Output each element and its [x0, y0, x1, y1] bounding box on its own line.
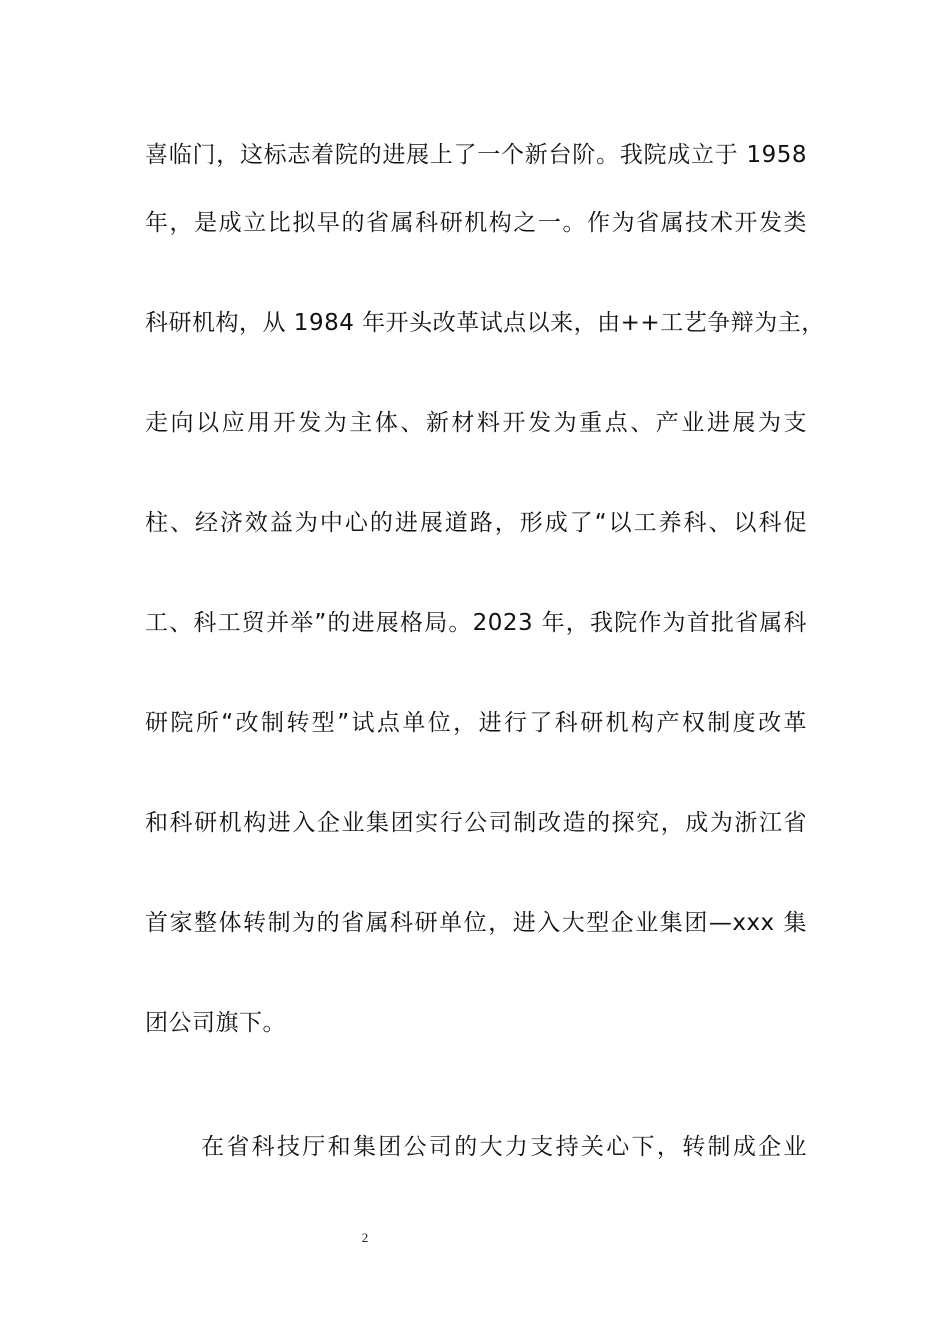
text-line-1: 喜临门，这标志着院的进展上了一个新台阶。我院成立于 1958	[145, 142, 807, 168]
text-line-8: 和科研机构进入企业集团实行公司制改造的探究，成为浙江省	[145, 810, 807, 836]
text-line-3: 科研机构，从 1984 年开头改革试点以来，由++工艺争辩为主，	[145, 310, 825, 336]
text-line-4: 走向以应用开发为主体、新材料开发为重点、产业进展为支	[145, 410, 807, 436]
paragraph-2-first-line: 在省科技厅和集团公司的大力支持关心下，转制成企业	[201, 1134, 807, 1160]
text-line-5: 柱、经济效益为中心的进展道路，形成了“以工养科、以科促	[145, 510, 807, 536]
text-line-7: 研院所“改制转型”试点单位，进行了科研机构产权制度改革	[145, 710, 807, 736]
text-line-2: 年，是成立比拟早的省属科研机构之一。作为省属技术开发类	[145, 210, 807, 236]
text-line-10: 团公司旗下。	[145, 1010, 286, 1036]
text-line-6: 工、科工贸并举”的进展格局。2023 年，我院作为首批省属科	[145, 610, 807, 636]
text-line-9: 首家整体转制为的省属科研单位，进入大型企业集团—xxx 集	[145, 910, 807, 936]
page-number: 2	[361, 1230, 369, 1245]
